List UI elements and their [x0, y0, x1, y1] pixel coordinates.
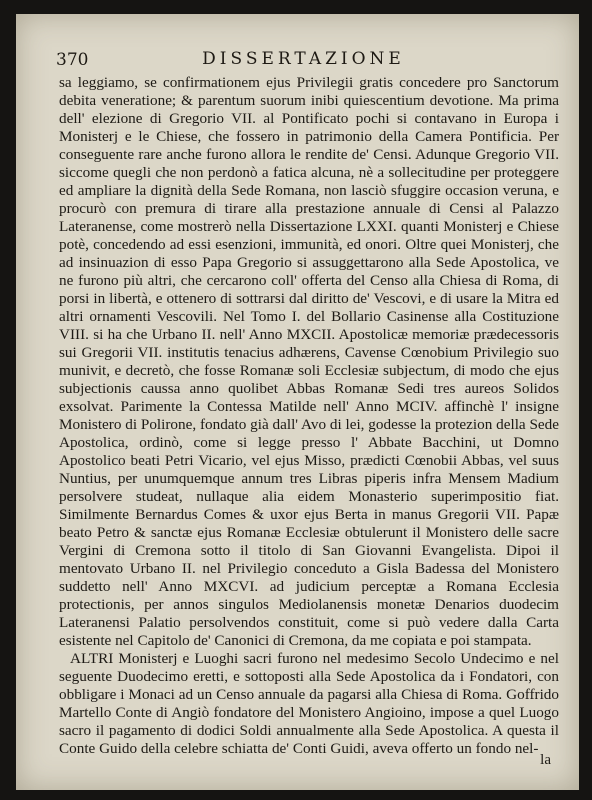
- paragraph-2: ALTRI Monisterj e Luoghi sacri furono nel medesimo Secolo Undecimo e nel seguente Duodecimo eretti, e sottoposti alla Sede Apostolica da i Fondatori, con obbligare i Monaci ad un Censo annuale da pagarsi alla Chiesa di Roma. Goffrido Martello Conte di Angiò fondatore del Monistero Angioino, impose a quel Luogo sacro il pagamento di dodici Soldi annualmente alla Sede Apostolica. A questa il Conte Guido della celebre schiatta de' Conti Guidi, aveva offerto un fondo nel-: [59, 650, 559, 757]
- running-title: DISSERTAZIONE: [202, 49, 405, 69]
- page-header: [56, 46, 551, 72]
- page-number: 370: [56, 50, 89, 70]
- paragraph-1: sa leggiamo, se confirmationem ejus Privilegii gratis concedere pro Sanctorum debita veneratione; & parentum suorum inibi quiescentium devotione. Ma prima dell' elezione di Gregorio VII. al Pontificato pochi si contavano in Europa i Monisterj e le Chiese, che fossero in patrimonio della Camera Pontificia. Per conseguente rare anche furono allora le rendite de' Censi. Adunque Gregorio VII. siccome quegli che non perdonò a fatica alcuna, nè a sollecitudine per proteggere ed ampliare la dignità della Sede Romana, non lasciò sfuggire occasion veruna, e procurò con premura di tirare alla prestazione annuale di Censi al Palazzo Lateranense, come mostrerò nella Dissertazione LXXI. quanti Monisterj e Chiese potè, concedendo ad essi esenzioni, immunità, ed onori. Oltre quei Monisterj, che ad insinuazion di esso Papa Gregorio si assuggettarono alla Sede Apostolica, ve ne furono più altri, che cercarono coll' offerta del Censo alla Chiesa di Roma, di porsi in libertà, e ottenero di sottrarsi dal diritto de' Vescovi, e di usare la Mitra ed altri ornamenti Vescovili. Nel Tomo I. del Bollario Casinense alla Costituzione VIII. si ha che Urbano II. nell' Anno MXCII. Apostolicæ memoriæ prædecessoris sui Gregorii VII. institutis tenacius adhærens, Cavense Cœnobium Privilegio suo munivit, e decretò, che fosse Romanæ soli Ecclesiæ subjectum, di modo che ejus subjectionis caussa anno quolibet Abbas Romanæ Sedi tres aureos Solidos exsolvat. Parimente la Contessa Matilde nell' Anno MCIV. affinchè l' insigne Monistero di Polirone, fondato già dall' Avo di lei, godesse la protezion della Sede Apostolica, ordinò, come si legge presso l' Abbate Bacchini, ut Domno Apostolico beati Petri Vicario, vel ejus Misso, prædicti Cœnobii Abbas, vel suus Nuntius, per unumquemque annum tres Libras piperis infra Mensem Madium persolvere studeat, nullaque alia eidem Monasterio superimpositio fiat. Similmente Bernardus Comes & uxor ejus Berta in manus Gregorii VII. Papæ beato Petro & sanctæ ejus Romanæ Ecclesiæ obtulerunt il Monistero delle sacre Vergini di Cremona sotto il titolo di San Giovanni Evangelista. Dipoi il mentovato Urbano II. nel Privilegio conceduto a Gisla Badessa del Monistero suddetto nell' Anno MXCVI. ad judicium perceptæ a Romana Ecclesia protectionis, per annos singulos Mediolanensis monetæ Denarios duodecim Lateranensi Palatio persolvendos constituit, come si può vedere dalla Carta esistente nel Capitolo de' Canonici di Cremona, da me copiata e poi stampata.: [59, 74, 559, 649]
- text-body: [59, 74, 559, 758]
- catchword: la: [540, 752, 551, 768]
- book-page: [16, 14, 579, 790]
